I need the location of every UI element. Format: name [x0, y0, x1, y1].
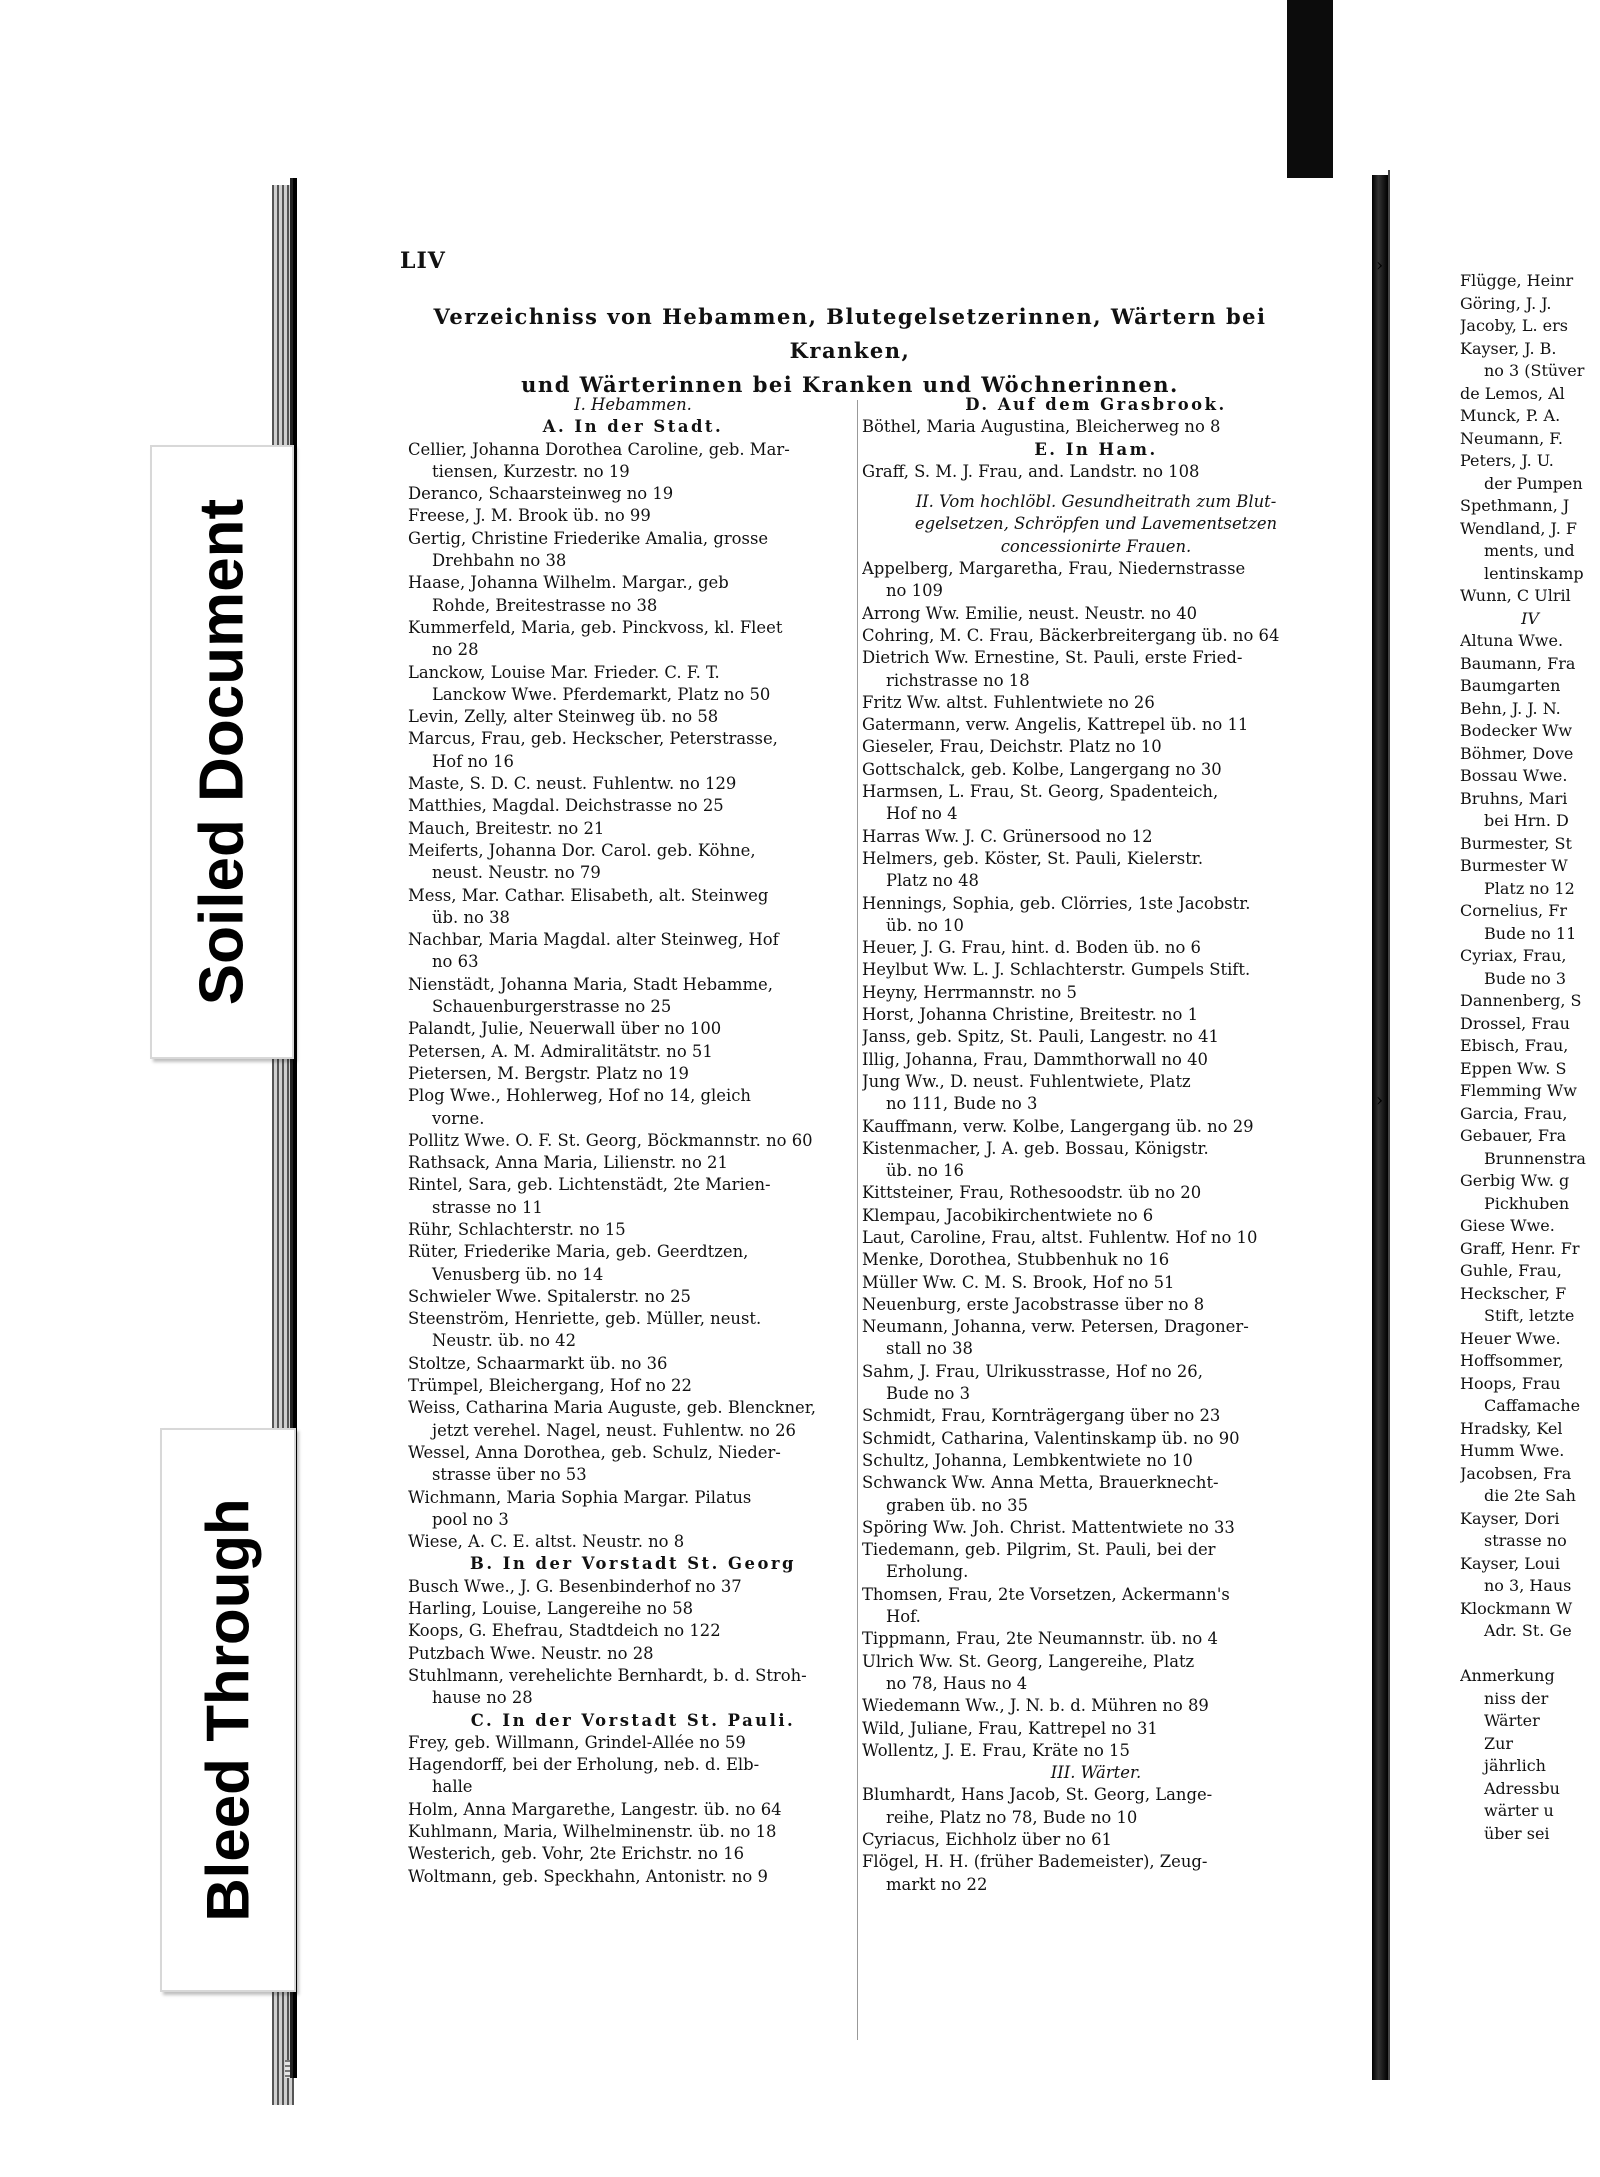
- directory-entry-line: Giese Wwe.: [1460, 1216, 1555, 1235]
- directory-entry-line: Wunn, C Ulril: [1460, 586, 1571, 605]
- directory-entry-line: Wiedemann Ww., J. N. b. d. Mühren no 89: [862, 1696, 1209, 1716]
- directory-entry-line: Cornelius, Fr: [1460, 901, 1567, 920]
- directory-entry-line: Guhle, Frau,: [1460, 1261, 1562, 1280]
- directory-entry-line: Kayser, J. B.: [1460, 338, 1557, 358]
- directory-entry-line: stall no 38: [886, 1339, 973, 1359]
- directory-entry-line: Steenström, Henriette, geb. Müller, neust.: [408, 1309, 762, 1329]
- directory-entry-line: Kayser, Loui: [1460, 1553, 1560, 1573]
- directory-entry-line: Rintel, Sara, geb. Lichtenstädt, 2te Marien-: [408, 1175, 771, 1195]
- page-number: LIV: [400, 248, 446, 274]
- section-heading: C. In der Vorstadt St. Pauli.: [470, 1710, 796, 1730]
- directory-entry-line: Helmers, geb. Köster, St. Pauli, Kielerstr.: [862, 848, 1204, 868]
- directory-entry-line: Heuer, J. G. Frau, hint. d. Boden üb. no 6: [862, 938, 1201, 958]
- directory-entry-line: Hoops, Frau: [1460, 1373, 1561, 1393]
- directory-entry-line: Müller Ww. C. M. S. Brook, Hof no 51: [862, 1272, 1175, 1292]
- directory-entry-line: Klockmann W: [1460, 1598, 1573, 1618]
- directory-entry-line: Rathsack, Anna Maria, Lilienstr. no 21: [408, 1153, 728, 1173]
- directory-entry-line: Wessel, Anna Dorothea, geb. Schulz, Nieder-: [408, 1442, 781, 1462]
- directory-entry-line: Heylbut Ww. L. J. Schlachterstr. Gumpels Stift.: [862, 960, 1251, 980]
- directory-entry-line: Platz no 48: [886, 871, 979, 891]
- directory-entry-line: neust. Neustr. no 79: [432, 863, 601, 883]
- directory-entry-line: Eppen Ww. S: [1460, 1058, 1567, 1078]
- directory-entry-line: Gerbig Ww. g: [1460, 1171, 1570, 1190]
- directory-entry-line: Frey, geb. Willmann, Grindel-Allée no 59: [408, 1732, 746, 1752]
- section-heading: IV: [1521, 608, 1539, 628]
- directory-entry-line: Jung Ww., D. neust. Fuhlentwiete, Platz: [862, 1071, 1191, 1091]
- directory-entry-line: Horst, Johanna Christine, Breitestr. no 1: [862, 1005, 1198, 1025]
- directory-entry-line: Cyriax, Frau,: [1460, 946, 1567, 965]
- directory-entry-line: Adressbu: [1484, 1778, 1560, 1798]
- directory-entry-line: de Lemos, Al: [1460, 383, 1565, 403]
- directory-entry-line: Bossau Wwe.: [1460, 766, 1568, 785]
- directory-entry-line: Dannenberg, S: [1460, 991, 1582, 1010]
- section-heading: I. Hebammen.: [574, 395, 692, 414]
- directory-entry-line: Wiese, A. C. E. altst. Neustr. no 8: [408, 1532, 685, 1552]
- directory-entry-line: Erholung.: [886, 1562, 969, 1582]
- directory-entry-line: Rühr, Schlachterstr. no 15: [408, 1219, 626, 1239]
- directory-entry-line: Bude no 3: [1484, 968, 1567, 988]
- directory-entry-line: Janss, geb. Spitz, St. Pauli, Langestr. no 41: [862, 1027, 1219, 1047]
- directory-entry-line: Burmester, St: [1460, 833, 1572, 853]
- directory-entry-line: Mauch, Breitestr. no 21: [408, 818, 605, 838]
- directory-entry-line: Hoffsommer,: [1460, 1351, 1564, 1370]
- directory-entry-line: Illig, Johanna, Frau, Dammthorwall no 40: [862, 1049, 1208, 1069]
- directory-entry-line: Burmester W: [1460, 856, 1568, 875]
- page-title-line-2: und Wärterinnen bei Kranken und Wöchnerinnen.: [521, 372, 1179, 397]
- directory-entry-line: Bude no 11: [1484, 923, 1577, 943]
- directory-entry-line: no 111, Bude no 3: [886, 1094, 1038, 1114]
- directory-entry-line: Blumhardt, Hans Jacob, St. Georg, Lange-: [862, 1785, 1213, 1805]
- directory-entry-line: Drossel, Frau: [1460, 1013, 1570, 1033]
- directory-entry-line: Petersen, A. M. Admiralitätstr. no 51: [408, 1041, 713, 1061]
- directory-entry-line: Neustr. üb. no 42: [432, 1331, 577, 1351]
- directory-entry-line: die 2te Sah: [1484, 1486, 1576, 1505]
- directory-entry-line: no 28: [432, 640, 479, 660]
- directory-entry-line: Stift, letzte: [1484, 1306, 1575, 1325]
- directory-entry-line: Arrong Ww. Emilie, neust. Neustr. no 40: [862, 603, 1198, 623]
- bleed-through-label: [160, 1428, 296, 1992]
- directory-entry-line: strasse no: [1484, 1531, 1567, 1550]
- directory-entry-line: strasse über no 53: [432, 1465, 587, 1485]
- directory-entry-line: Gebauer, Fra: [1460, 1126, 1567, 1145]
- soiled-document-label-text: Soiled Document: [187, 498, 257, 1006]
- directory-entry-line: Schwieler Wwe. Spitalerstr. no 25: [408, 1286, 691, 1306]
- directory-entry-line: Appelberg, Margaretha, Frau, Niedernstrasse: [862, 559, 1246, 579]
- directory-entry-line: bei Hrn. D: [1484, 811, 1569, 830]
- directory-entry-line: Harras Ww. J. C. Grünersood no 12: [862, 826, 1153, 846]
- directory-entry-line: Pietersen, M. Bergstr. Platz no 19: [408, 1063, 689, 1083]
- directory-entry-line: Dietrich Ww. Ernestine, St. Pauli, erste Fried-: [862, 648, 1243, 668]
- directory-entry-line: Kayser, Dori: [1460, 1508, 1560, 1528]
- directory-entry-line: Gatermann, verw. Angelis, Kattrepel üb. no 11: [862, 715, 1249, 735]
- directory-entry-line: Wärter: [1484, 1711, 1540, 1730]
- directory-entry-line: Spöring Ww. Joh. Christ. Mattentwiete no 33: [862, 1517, 1235, 1537]
- directory-entry-line: Brunnenstra: [1484, 1148, 1586, 1168]
- directory-entry-line: Böhmer, Dove: [1460, 743, 1574, 763]
- directory-entry-line: Harling, Louise, Langereihe no 58: [408, 1599, 694, 1619]
- directory-entry-line: Behn, J. J. N.: [1460, 698, 1561, 718]
- directory-entry-line: Graff, S. M. J. Frau, and. Landstr. no 108: [862, 461, 1200, 481]
- directory-entry-line: Heuer Wwe.: [1460, 1328, 1561, 1348]
- directory-entry-line: Göring, J. J.: [1460, 293, 1552, 313]
- section-heading: concessionirte Frauen.: [1000, 536, 1192, 556]
- directory-entry-line: wärter u: [1484, 1801, 1554, 1820]
- directory-entry-line: Plog Wwe., Hohlerweg, Hof no 14, gleich: [408, 1086, 751, 1106]
- directory-entry-line: Sahm, J. Frau, Ulrikusstrasse, Hof no 26,: [862, 1361, 1203, 1381]
- directory-entry-line: Hof no 16: [432, 751, 514, 771]
- page-title-line-1: Verzeichniss von Hebammen, Blutegelsetzerinnen, Wärtern bei Kranken,: [433, 304, 1267, 363]
- directory-entry-line: Heckscher, F: [1460, 1283, 1567, 1303]
- directory-entry-line: üb. no 10: [886, 915, 964, 935]
- directory-entry-line: üb. no 16: [886, 1161, 964, 1181]
- directory-entry-line: Kauffmann, verw. Kolbe, Langergang üb. no 29: [862, 1116, 1254, 1136]
- directory-entry-line: strasse no 11: [432, 1197, 543, 1217]
- directory-entry-line: der Pumpen: [1484, 473, 1583, 493]
- directory-entry-line: graben üb. no 35: [886, 1495, 1029, 1515]
- directory-entry-line: Jacobsen, Fra: [1460, 1463, 1572, 1483]
- directory-entry-line: Lanckow, Louise Mar. Frieder. C. F. T.: [408, 662, 720, 682]
- directory-entry-line: Schwanck Ww. Anna Metta, Brauerknecht-: [862, 1473, 1219, 1493]
- directory-entry-line: Laut, Caroline, Frau, altst. Fuhlentw. Hof no 10: [862, 1227, 1258, 1247]
- section-heading: D. Auf dem Grasbrook.: [965, 395, 1227, 414]
- directory-entry-line: Munck, P. A.: [1460, 406, 1561, 425]
- directory-entry-line: Böthel, Maria Augustina, Bleicherweg no 8: [862, 417, 1221, 437]
- directory-entry-line: Mess, Mar. Cathar. Elisabeth, alt. Steinweg: [408, 885, 769, 905]
- book-spine-shadow: [1287, 0, 1333, 180]
- directory-entry-line: Pickhuben: [1484, 1193, 1570, 1213]
- section-heading: B. In der Vorstadt St. Georg: [470, 1554, 796, 1574]
- directory-entry-line: Matthies, Magdal. Deichstrasse no 25: [408, 796, 724, 816]
- right-page-column-list: [1460, 270, 1600, 1845]
- directory-entry-line: Baumgarten: [1460, 676, 1561, 695]
- directory-entry-line: Koops, G. Ehefrau, Stadtdeich no 122: [408, 1621, 721, 1641]
- directory-entry-line: jährlich: [1484, 1756, 1546, 1775]
- directory-entry-line: no 109: [886, 581, 943, 601]
- directory-entry-line: Levin, Zelly, alter Steinweg üb. no 58: [408, 707, 719, 727]
- directory-entry-line: Cellier, Johanna Dorothea Caroline, geb. Mar-: [408, 439, 790, 459]
- directory-entry-line: Altuna Wwe.: [1460, 631, 1564, 650]
- directory-entry-line: Neumann, F.: [1460, 428, 1563, 448]
- directory-entry-line: Cohring, M. C. Frau, Bäckerbreitergang üb. no 64: [862, 625, 1280, 645]
- section-heading: egelsetzen, Schröpfen und Lavementsetzen: [914, 514, 1278, 534]
- directory-entry-line: Garcia, Frau,: [1460, 1103, 1568, 1123]
- directory-entry-line: Palandt, Julie, Neuerwall über no 100: [408, 1019, 722, 1039]
- directory-entry-line: Pollitz Wwe. O. F. St. Georg, Böckmannstr. no 60: [408, 1130, 813, 1150]
- directory-entry-line: Maste, S. D. C. neust. Fuhlentw. no 129: [408, 774, 737, 794]
- directory-entry-line: Nienstädt, Johanna Maria, Stadt Hebamme,: [408, 974, 773, 994]
- line-gap: [1460, 1643, 1600, 1666]
- directory-entry-line: richstrasse no 18: [886, 670, 1030, 690]
- directory-entry-line: ments, und: [1484, 541, 1575, 560]
- directory-entry-line: Kistenmacher, J. A. geb. Bossau, Königstr.: [862, 1138, 1209, 1158]
- directory-entry-line: Freese, J. M. Brook üb. no 99: [408, 506, 651, 526]
- directory-entry-line: Peters, J. U.: [1460, 451, 1554, 470]
- directory-entry-line: Ebisch, Frau,: [1460, 1036, 1569, 1055]
- directory-entry-line: üb. no 38: [432, 907, 510, 927]
- directory-entry-line: no 63: [432, 952, 479, 972]
- directory-entry-line: tiensen, Kurzestr. no 19: [432, 461, 630, 481]
- directory-entry-line: Wollentz, J. E. Frau, Kräte no 15: [862, 1740, 1130, 1760]
- directory-entry-line: Jacoby, L. ers: [1460, 316, 1568, 335]
- directory-entry-line: Bodecker Ww: [1460, 721, 1573, 740]
- directory-entry-line: Schauenburgerstrasse no 25: [432, 997, 672, 1017]
- directory-entry-line: Hradsky, Kel: [1460, 1418, 1563, 1438]
- directory-entry-line: Schmidt, Catharina, Valentinskamp üb. no 90: [862, 1428, 1240, 1448]
- directory-entry-line: Zur: [1484, 1733, 1514, 1753]
- directory-entry-line: Tippmann, Frau, 2te Neumannstr. üb. no 4: [862, 1629, 1218, 1649]
- directory-entry-line: Rüter, Friederike Maria, geb. Geerdtzen,: [408, 1242, 749, 1262]
- directory-entry-line: Flögel, H. H. (früher Bademeister), Zeug-: [862, 1852, 1208, 1872]
- directory-entry-line: Baumann, Fra: [1460, 653, 1576, 673]
- directory-entry-line: Graff, Henr. Fr: [1460, 1238, 1580, 1258]
- page-title: [380, 300, 1320, 402]
- directory-entry-line: Hennings, Sophia, geb. Clörries, 1ste Jacobstr.: [862, 893, 1251, 913]
- soiled-document-label: [150, 445, 294, 1059]
- directory-entry-line: Caffamache: [1484, 1396, 1581, 1415]
- directory-entry-line: niss der: [1484, 1688, 1549, 1708]
- directory-entry-line: Deranco, Schaarsteinweg no 19: [408, 484, 674, 504]
- directory-entry-line: Lanckow Wwe. Pferdemarkt, Platz no 50: [432, 684, 771, 704]
- directory-entry-line: Marcus, Frau, geb. Heckscher, Peterstrasse,: [408, 729, 778, 749]
- directory-entry-line: Platz no 12: [1484, 878, 1575, 898]
- directory-entry-line: Drehbahn no 38: [432, 551, 567, 571]
- directory-entry-line: Stoltze, Schaarmarkt üb. no 36: [408, 1353, 668, 1373]
- section-heading: A. In der Stadt.: [542, 417, 724, 437]
- directory-entry-line: Woltmann, geb. Speckhahn, Antonistr. no 9: [408, 1866, 768, 1886]
- directory-entry-line: Weiss, Catharina Maria Auguste, geb. Blenckner,: [408, 1398, 816, 1418]
- directory-entry-line: Kittsteiner, Frau, Rothesoodstr. üb no 20: [862, 1183, 1202, 1203]
- directory-entry-line: Flügge, Heinr: [1460, 271, 1574, 290]
- directory-entry-line: halle: [432, 1777, 473, 1797]
- directory-entry-line: Kummerfeld, Maria, geb. Pinckvoss, kl. Fleet: [408, 617, 783, 637]
- directory-entry-line: Thomsen, Frau, 2te Vorsetzen, Ackermann's: [862, 1584, 1230, 1604]
- directory-entry-line: Westerich, geb. Vohr, 2te Erichstr. no 16: [408, 1844, 745, 1864]
- directory-entry-line: hause no 28: [432, 1688, 533, 1708]
- directory-entry-line: Gertig, Christine Friederike Amalia, grosse: [408, 528, 769, 548]
- gutter-mark: ›: [1376, 255, 1384, 276]
- directory-entry-line: Spethmann, J: [1460, 496, 1570, 515]
- directory-entry-line: Stuhlmann, verehelichte Bernhardt, b. d. Stroh-: [408, 1665, 807, 1685]
- directory-entry-line: Ulrich Ww. St. Georg, Langereihe, Platz: [862, 1651, 1195, 1671]
- book-gutter: [1372, 175, 1388, 2080]
- directory-entry-line: über sei: [1484, 1823, 1550, 1843]
- directory-entry-line: Neumann, Johanna, verw. Petersen, Dragoner-: [862, 1317, 1249, 1337]
- directory-entry-line: Klempau, Jacobikirchentwiete no 6: [862, 1205, 1154, 1225]
- line-gap: [862, 483, 1330, 491]
- section-heading: II. Vom hochlöbl. Gesundheitrath zum Blut-: [915, 492, 1277, 512]
- directory-entry-line: Rohde, Breitestrasse no 38: [432, 595, 658, 615]
- directory-entry-line: Gottschalck, geb. Kolbe, Langergang no 30: [862, 759, 1222, 779]
- directory-entry-line: Hagendorff, bei der Erholung, neb. d. Elb-: [408, 1755, 760, 1775]
- directory-entry-line: vorne.: [432, 1108, 485, 1128]
- directory-entry-line: Harmsen, L. Frau, St. Georg, Spadenteich,: [862, 782, 1219, 802]
- section-heading: E. In Ham.: [1034, 439, 1158, 459]
- directory-entry-line: jetzt verehel. Nagel, neust. Fuhlentw. no 26: [432, 1420, 796, 1440]
- directory-entry-line: Trümpel, Bleichergang, Hof no 22: [408, 1376, 692, 1396]
- directory-entry-line: Wild, Juliane, Frau, Kattrepel no 31: [862, 1718, 1158, 1738]
- directory-entry-line: markt no 22: [886, 1874, 988, 1894]
- directory-entry-line: Humm Wwe.: [1460, 1441, 1565, 1460]
- directory-entry-line: Nachbar, Maria Magdal. alter Steinweg, Hof: [408, 930, 779, 950]
- directory-entry-line: Hof no 4: [886, 804, 958, 824]
- directory-entry-line: Kuhlmann, Maria, Wilhelminenstr. üb. no 18: [408, 1822, 777, 1841]
- directory-entry-line: no 78, Haus no 4: [886, 1673, 1028, 1693]
- directory-entry-line: Wendland, J. F: [1460, 518, 1577, 538]
- directory-entry-line: Fritz Ww. altst. Fuhlentwiete no 26: [862, 692, 1155, 712]
- directory-entry-line: Hof.: [886, 1607, 921, 1627]
- directory-entry-line: Schultz, Johanna, Lembkentwiete no 10: [862, 1450, 1193, 1470]
- gutter-mark: ›: [1376, 1090, 1384, 1111]
- directory-entry-line: Heyny, Herrmannstr. no 5: [862, 982, 1077, 1002]
- directory-entry-line: Bude no 3: [886, 1384, 971, 1404]
- bleed-through-label-text: Bleed Through: [194, 1498, 262, 1922]
- directory-entry-line: Schmidt, Frau, Kornträgergang über no 23: [862, 1406, 1221, 1426]
- directory-entry-line: Wichmann, Maria Sophia Margar. Pilatus: [408, 1487, 752, 1507]
- directory-entry-line: Bruhns, Mari: [1460, 788, 1568, 808]
- directory-entry-line: Meiferts, Johanna Dor. Carol. geb. Köhne,: [408, 840, 756, 860]
- directory-entry-line: no 3 (Stüver: [1484, 361, 1585, 380]
- directory-entry-line: Busch Wwe., J. G. Besenbinderhof no 37: [408, 1576, 742, 1596]
- directory-entry-line: Gieseler, Frau, Deichstr. Platz no 10: [862, 737, 1162, 757]
- directory-entry-line: Adr. St. Ge: [1484, 1621, 1572, 1640]
- directory-entry-line: no 3, Haus: [1484, 1576, 1572, 1595]
- directory-entry-line: pool no 3: [432, 1509, 509, 1529]
- directory-entry-line: Haase, Johanna Wilhelm. Margar., geb: [408, 573, 729, 593]
- left-column-list: [408, 394, 858, 1888]
- directory-entry-line: Putzbach Wwe. Neustr. no 28: [408, 1643, 654, 1663]
- directory-entry-line: Neuenburg, erste Jacobstrasse über no 8: [862, 1294, 1205, 1314]
- section-heading: III. Wärter.: [1050, 1763, 1142, 1783]
- directory-entry-line: Anmerkung: [1460, 1666, 1555, 1685]
- directory-entry-line: Tiedemann, geb. Pilgrim, St. Pauli, bei der: [862, 1540, 1216, 1560]
- directory-entry-line: Flemming Ww: [1460, 1081, 1577, 1100]
- directory-entry-line: lentinskamp: [1484, 563, 1584, 583]
- middle-column-list: [862, 394, 1330, 1896]
- directory-entry-line: Holm, Anna Margarethe, Langestr. üb. no 64: [408, 1799, 782, 1819]
- directory-entry-line: reihe, Platz no 78, Bude no 10: [886, 1807, 1138, 1827]
- directory-entry-line: Menke, Dorothea, Stubbenhuk no 16: [862, 1250, 1170, 1270]
- directory-entry-line: Cyriacus, Eichholz über no 61: [862, 1830, 1112, 1849]
- directory-entry-line: Venusberg üb. no 14: [432, 1264, 604, 1284]
